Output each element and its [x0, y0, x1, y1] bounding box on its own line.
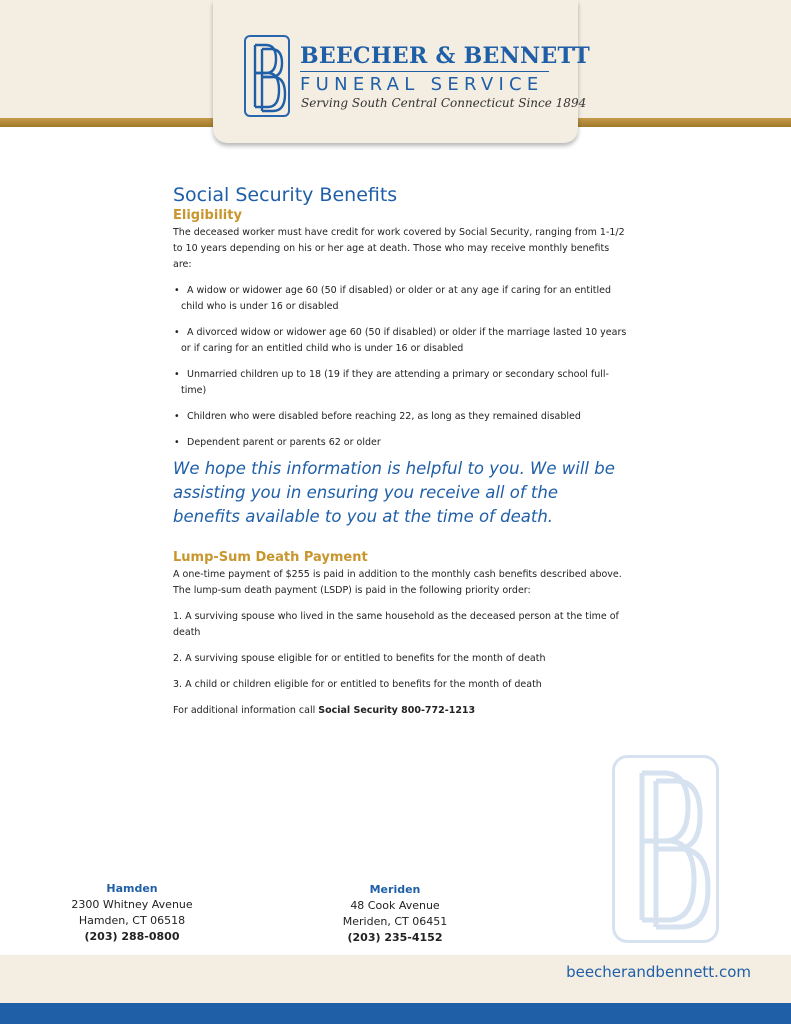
list-item: 2. A surviving spouse eligible for or entitled to benefits for the month of death — [173, 653, 546, 664]
contact-prefix: For additional information call — [173, 705, 319, 716]
highlight-message: We hope this information is helpful to you. We will be assisting you in ensuring you receive all of the benefits available to you at the time of death. — [173, 459, 615, 526]
office-phone[interactable]: (203) 288-0800 — [84, 930, 180, 943]
list-item: • Children who were disabled before reaching 22, as long as they remained disabled — [173, 409, 628, 425]
list-item: 1. A surviving spouse who lived in the same household as the deceased person at the time of death — [173, 611, 619, 638]
list-item: 3. A child or children eligible for or entitled to benefits for the month of death — [173, 679, 542, 690]
office-street: 2300 Whitney Avenue — [71, 898, 193, 911]
page-title: Social Security Benefits — [173, 184, 398, 206]
eligibility-heading: Eligibility — [173, 208, 242, 223]
list-item: • Unmarried children up to 18 (19 if they are attending a primary or secondary school full-time) — [173, 367, 628, 399]
lump-sum-intro-1: A one-time payment of $255 is paid in addition to the monthly cash benefits described above. — [173, 569, 622, 580]
contact-line — [173, 703, 628, 719]
office-hamden — [52, 881, 212, 945]
main-content — [173, 183, 628, 719]
list-item: • A widow or widower age 60 (50 if disabled) or older or at any age if caring for an entitled child who is under 16 or disabled — [173, 283, 628, 315]
bb-monogram-icon — [244, 35, 290, 117]
list-item: • A divorced widow or widower age 60 (50 if disabled) or older if the marriage lasted 10 years or if caring for an entitled child who is under 16 or disabled — [173, 325, 628, 357]
office-name: Hamden — [106, 882, 158, 895]
office-city: Hamden, CT 06518 — [78, 914, 186, 927]
list-item: • Dependent parent or parents 62 or older — [173, 435, 628, 451]
eligibility-intro: The deceased worker must have credit for work covered by Social Security, ranging from 1-1/2 to 10 years depending on his or her age at death. Those who may receive monthly benefits are: — [173, 227, 625, 270]
office-name: Meriden — [369, 883, 421, 896]
company-subtitle: FUNERAL SERVICE — [300, 74, 544, 95]
priority-list — [173, 609, 628, 693]
office-street: 48 Cook Avenue — [350, 899, 440, 912]
lump-sum-heading: Lump-Sum Death Payment — [173, 550, 368, 565]
footer-blue-bar — [0, 1003, 791, 1024]
contact-phone: Social Security 800-772-1213 — [318, 705, 476, 716]
bb-watermark-icon — [612, 755, 719, 943]
eligibility-list — [173, 283, 628, 451]
office-city: Meriden, CT 06451 — [342, 915, 448, 928]
company-tagline: Serving South Central Connecticut Since 1894 — [301, 96, 587, 110]
logo-divider — [300, 71, 549, 72]
office-meriden — [315, 882, 475, 946]
company-name: BEECHER & BENNETT — [300, 43, 591, 69]
lump-sum-intro-2: The lump-sum death payment (LSDP) is paid in the following priority order: — [173, 585, 531, 596]
website-link[interactable]: beecherandbennett.com — [566, 963, 751, 981]
office-phone[interactable]: (203) 235-4152 — [347, 931, 443, 944]
